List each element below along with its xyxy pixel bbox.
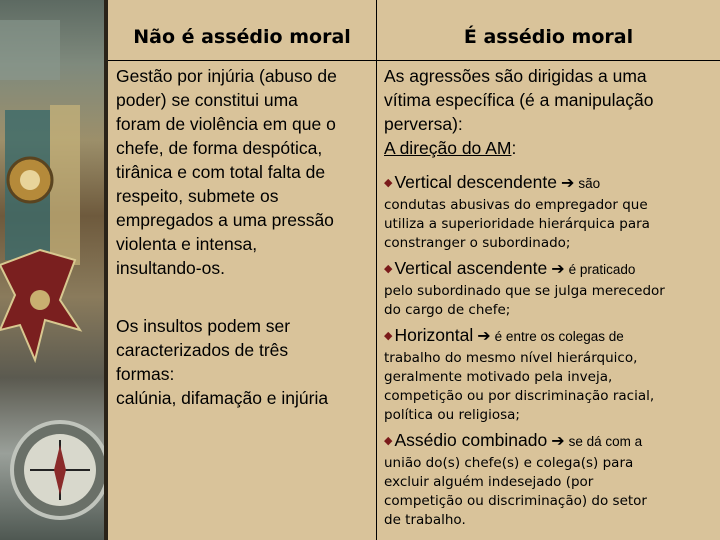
header-harassment: É assédio moral (463, 26, 634, 48)
direction-line (384, 136, 716, 160)
text-line: chefe, de forma despótica, (116, 138, 323, 158)
text-line: do cargo de chefe; (384, 302, 511, 318)
item-horizontal (384, 323, 716, 425)
text-line: As agressões são dirigidas a uma (384, 66, 647, 86)
text-line: condutas abusivas do empregador que (384, 197, 648, 213)
text-line: política ou religiosa; (384, 407, 520, 423)
right-intro (384, 64, 716, 160)
arrow-right-icon: ➔ (551, 261, 565, 278)
text-line: empregados a uma pressão (116, 210, 334, 230)
text-line: trabalho do mesmo nível hierárquico, (384, 350, 638, 366)
item-title-line (384, 323, 716, 349)
text-line: perversa): (384, 114, 463, 134)
text-line: competição ou por discriminação racial, (384, 388, 655, 404)
item-lead: se dá com a (568, 434, 643, 449)
item-title-line (384, 428, 716, 454)
text-line: vítima específica (é a manipulação (384, 90, 654, 110)
diamond-bullet-icon: ◆ (384, 435, 393, 447)
item-title: Vertical descendente (394, 172, 557, 192)
diamond-bullet-icon: ◆ (384, 263, 393, 275)
header-divider (108, 60, 720, 61)
text-line: competição ou discriminação) do setor (384, 493, 647, 509)
text-line: tirânica e com total falta de (116, 162, 326, 182)
arrow-right-icon: ➔ (560, 175, 575, 192)
item-title-line (384, 256, 716, 282)
item-lead: é entre os colegas de (494, 329, 624, 344)
item-combined (384, 428, 716, 530)
direction-colon: : (511, 138, 517, 158)
diamond-bullet-icon: ◆ (384, 177, 393, 189)
item-vertical-descending (384, 170, 716, 253)
direction-label: A direção do AM (384, 138, 512, 158)
header-not-harassment: Não é assédio moral (133, 26, 351, 48)
text-line: violenta e intensa, (116, 234, 258, 254)
text-line: foram de violência em que o (116, 114, 336, 134)
column-divider (376, 0, 377, 540)
left-paragraph-1 (116, 64, 374, 280)
text-line: Os insultos podem ser (116, 316, 291, 336)
item-title: Horizontal (394, 325, 474, 345)
text-line: respeito, submete os (116, 186, 279, 206)
text-line: formas: (116, 364, 175, 384)
item-title: Assédio combinado (394, 430, 548, 450)
text-line: união do(s) chefe(s) e colega(s) para (384, 455, 634, 471)
item-lead: é praticado (568, 262, 636, 277)
text-line: Gestão por injúria (abuso de (116, 66, 337, 86)
text-line: pelo subordinado que se julga merecedor (384, 283, 665, 299)
text-line: excluir alguém indesejado (por (384, 474, 594, 490)
text-line: geralmente motivado pela inveja, (384, 369, 613, 385)
item-vertical-ascending (384, 256, 716, 320)
text-line: caracterizados de três (116, 340, 289, 360)
text-line: poder) se constitui uma (116, 90, 298, 110)
medal-illustration (0, 0, 104, 540)
text-line: utiliza a superioridade hierárquica para (384, 216, 650, 232)
arrow-right-icon: ➔ (551, 433, 565, 450)
text-line: calúnia, difamação e injúria (116, 388, 329, 408)
left-paragraph-2 (116, 314, 374, 410)
text-line: insultando-os. (116, 258, 225, 278)
medal-photo (0, 0, 104, 540)
diamond-bullet-icon: ◆ (384, 330, 393, 342)
text-line: constranger o subordinado; (384, 235, 571, 251)
item-title-line (384, 170, 716, 196)
item-title: Vertical ascendente (394, 258, 548, 278)
arrow-right-icon: ➔ (477, 328, 491, 345)
text-line: de trabalho. (384, 512, 466, 528)
item-lead: são (578, 176, 601, 191)
